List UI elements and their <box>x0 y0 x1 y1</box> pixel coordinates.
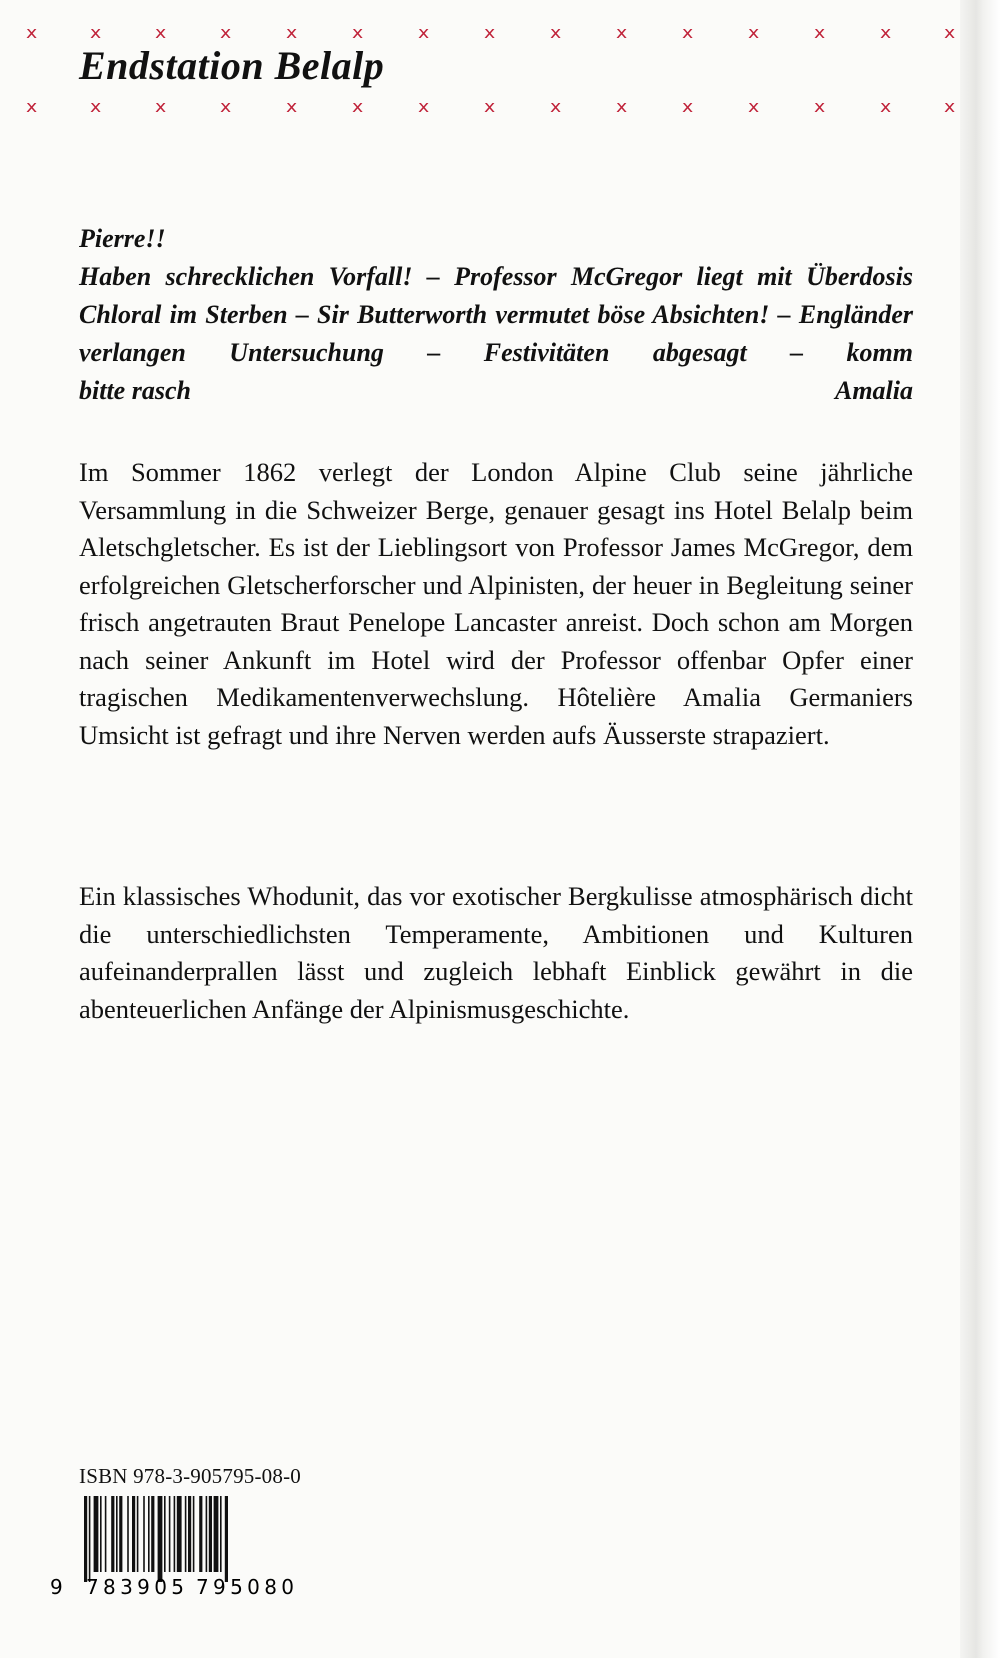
barcode-bar <box>100 1496 102 1572</box>
barcode-digits-right: 795080 <box>196 1575 294 1596</box>
barcode-bar <box>143 1496 145 1572</box>
decorative-x-mark: x <box>682 97 694 117</box>
decorative-x-mark: x <box>814 23 826 43</box>
barcode-first-digit: 9 <box>50 1575 63 1596</box>
decorative-x-mark: x <box>352 23 364 43</box>
telegram-excerpt <box>79 220 913 410</box>
ean-barcode <box>48 1496 328 1596</box>
barcode-bar <box>169 1496 171 1572</box>
telegram-signature: Amalia <box>834 376 913 405</box>
decorative-x-mark: x <box>484 23 496 43</box>
decorative-x-mark: x <box>220 23 232 43</box>
decorative-x-mark: x <box>682 23 694 43</box>
decorative-x-row-bottom <box>0 96 1000 120</box>
barcode-bar <box>84 1496 87 1582</box>
decorative-x-mark: x <box>748 23 760 43</box>
decorative-x-mark: x <box>748 97 760 117</box>
book-spine-edge <box>960 0 1000 1658</box>
blurb-paragraph-1: Im Sommer 1862 verlegt der London Alpine Club seine jährliche Versammlung in die Schweizer Berge, genauer gesagt ins Hotel Belalp beim Aletschgletscher. Es ist der Lieblingsort von Professor James McGregor, dem erfolgreichen Gletscherforscher und Alpinisten, der heuer in Begleitung seiner frisch angetrauten Braut Penelope Lancaster anreist. Doch schon am Morgen nach seiner Ankunft im Hotel wird der Professor offenbar Opfer einer tragischen Medikamentenverwechslung. Hôtelière Amalia Germaniers Umsicht ist gefragt und ihre Nerven werden aufs Äusserste strapaziert. <box>79 457 913 750</box>
barcode-bar <box>214 1496 219 1572</box>
telegram-closing-line <box>79 372 913 410</box>
barcode-bar <box>199 1496 202 1572</box>
barcode-bar <box>89 1496 91 1582</box>
barcode-bar <box>193 1496 195 1572</box>
barcode-bar <box>116 1496 118 1572</box>
decorative-x-mark: x <box>616 97 628 117</box>
barcode-bar <box>206 1496 208 1572</box>
barcode-bar <box>209 1496 212 1572</box>
decorative-x-mark: x <box>550 97 562 117</box>
barcode-bar <box>151 1496 154 1572</box>
barcode-bar <box>164 1496 166 1572</box>
barcode-bar <box>185 1496 187 1572</box>
telegram-message-end: bitte rasch <box>79 376 191 405</box>
decorative-x-mark: x <box>418 23 430 43</box>
barcode-bars <box>84 1496 228 1582</box>
decorative-x-mark: x <box>880 97 892 117</box>
decorative-x-mark: x <box>880 23 892 43</box>
decorative-x-mark: x <box>220 97 232 117</box>
telegram-message: Haben schrecklichen Vorfall! – Professor McGregor liegt mit Überdosis Chloral im Sterben – Sir Butterworth vermutet böse Absichten! – Engländer verlangen Untersuchung – Festivitäten abgesagt – komm <box>79 262 913 367</box>
isbn-label: ISBN 978-3-905795-08-0 <box>79 1464 301 1488</box>
barcode-bar <box>137 1496 139 1572</box>
barcode-bar <box>174 1496 176 1572</box>
barcode-bar <box>127 1496 129 1572</box>
blurb-paragraph-2: Ein klassisches Whodunit, das vor exotischer Bergkulisse atmosphärisch dicht die unterschiedlichsten Temperamente, Ambitionen und Kulturen aufeinanderprallen lässt und zugleich lebhaft Einblick gewährt in die abenteuerlichen Anfänge der Alpinismusgeschichte. <box>79 881 913 1024</box>
barcode-bar <box>94 1496 99 1572</box>
decorative-x-mark: x <box>90 97 102 117</box>
decorative-x-mark: x <box>155 23 167 43</box>
decorative-x-mark: x <box>26 97 38 117</box>
decorative-x-mark: x <box>26 23 38 43</box>
decorative-x-mark: x <box>90 23 102 43</box>
decorative-x-mark: x <box>286 97 298 117</box>
barcode-bar <box>148 1496 150 1572</box>
barcode-bar <box>105 1496 107 1572</box>
barcode-bar <box>177 1496 182 1572</box>
decorative-x-mark: x <box>814 97 826 117</box>
barcode-digits-left: 783905 <box>86 1575 184 1596</box>
decorative-x-mark: x <box>286 23 298 43</box>
barcode-bar <box>220 1496 222 1572</box>
decorative-x-mark: x <box>155 97 167 117</box>
barcode-bar <box>111 1496 114 1572</box>
barcode-bar <box>132 1496 135 1572</box>
decorative-x-mark: x <box>484 97 496 117</box>
decorative-x-mark: x <box>616 23 628 43</box>
decorative-x-mark: x <box>944 97 956 117</box>
barcode-graphic <box>48 1496 328 1596</box>
barcode-bar <box>188 1496 191 1572</box>
barcode-bar <box>119 1496 122 1572</box>
decorative-x-mark: x <box>944 23 956 43</box>
decorative-x-mark: x <box>352 97 364 117</box>
book-title: Endstation Belalp <box>79 43 385 88</box>
telegram-salutation: Pierre!! <box>79 224 166 253</box>
decorative-x-mark: x <box>550 23 562 43</box>
barcode-bar <box>158 1496 163 1582</box>
decorative-x-mark: x <box>418 97 430 117</box>
barcode-bar <box>225 1496 228 1582</box>
